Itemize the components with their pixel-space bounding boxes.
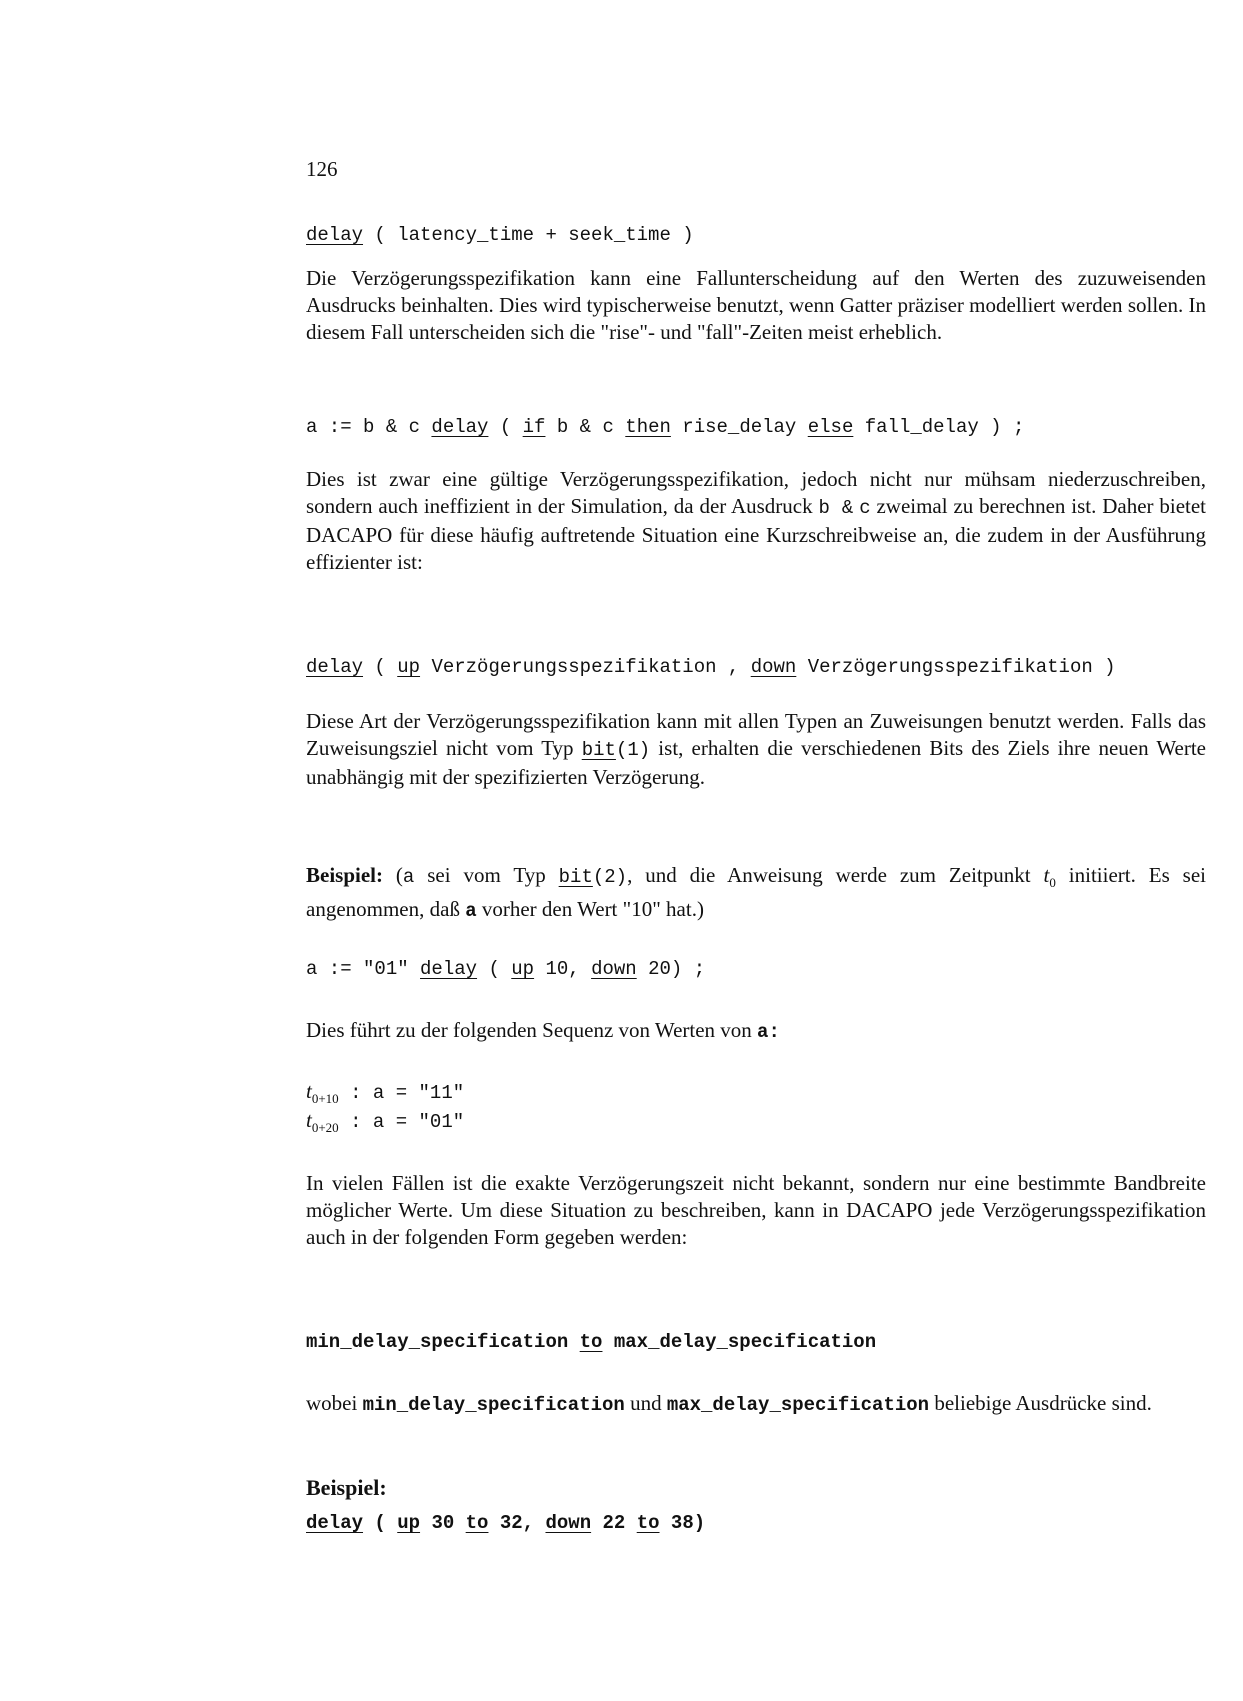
- code-line-min-to-max: [306, 1329, 876, 1355]
- text-run: Dies ist zwar eine gültige Verzögerungsspezifikation, jedoch nicht nur mühsam niederzuschreiben, sondern auch ineffizient in der Simulation, da der Ausdruck: [306, 467, 1206, 518]
- code-text: b & c: [545, 416, 626, 438]
- type-bit: bit: [581, 739, 616, 761]
- keyword-delay: delay: [306, 656, 364, 678]
- code-line-if-then-else: [306, 414, 1024, 440]
- code-text: 32,: [488, 1512, 546, 1534]
- code-text: (: [477, 958, 512, 980]
- code-text: min_delay_specification: [306, 1331, 580, 1353]
- keyword-down: down: [545, 1512, 592, 1534]
- code-text: (: [363, 1512, 398, 1534]
- time-subscript: 0+20: [311, 1119, 339, 1135]
- code-text: Verzögerungsspezifikation ): [796, 656, 1116, 678]
- code-text: a := b & c: [306, 416, 432, 438]
- text-run: initiiert. Es sei angenommen, daß: [306, 863, 1207, 922]
- keyword-up: up: [511, 958, 535, 980]
- keyword-to: to: [579, 1331, 603, 1353]
- page-number: 126: [306, 157, 338, 181]
- code-line-delay-latency: [306, 222, 694, 248]
- assignment: a = "01": [372, 1111, 465, 1133]
- code-b-and: b &: [818, 497, 854, 519]
- code-text: 22: [591, 1512, 637, 1534]
- code-text: a := "01": [306, 958, 421, 980]
- keyword-delay: delay: [431, 416, 489, 438]
- separator: :: [338, 1111, 373, 1133]
- time-base: t: [306, 1079, 312, 1103]
- keyword-down: down: [591, 958, 637, 980]
- code-text: 38): [659, 1512, 706, 1534]
- paragraph-sequence-intro: [306, 1017, 1206, 1046]
- code-text: ( latency_time + seek_time ): [363, 224, 694, 246]
- type-bit-arg: (2): [592, 866, 628, 888]
- paragraph-min-max-explanation: [306, 1390, 1206, 1419]
- text-run: Diese Art der Verzögerungsspezifikation kann mit allen Typen an Zuweisungen benutzt werden. Falls das Zuweisungsziel nicht vom Typ: [306, 709, 1206, 760]
- keyword-up: up: [397, 1512, 421, 1534]
- keyword-delay: delay: [420, 958, 478, 980]
- code-text: 10,: [534, 958, 592, 980]
- example-label-2: Beispiel:: [306, 1475, 387, 1500]
- text-run: ist, erhalten die verschiedenen Bits des Ziels ihre neuen Werte unabhängig mit der spezifizierten Verzögerung.: [306, 736, 1206, 789]
- paragraph-delay-case-distinction: Die Verzögerungsspezifikation kann eine Fallunterscheidung auf den Werten des zuzuweisenden Ausdrucks beinhalten. Dies wird typischerweise benutzt, wenn Gatter präziser modelliert werden sollen. In diesem Fall unterscheiden sich die "rise"- und "fall"-Zeiten meist erheblich.: [306, 266, 1206, 344]
- paragraph-min-max-intro: In vielen Fällen ist die exakte Verzögerungszeit nicht bekannt, sondern nur eine bestimmte Bandbreite möglicher Werte. Um diese Situation zu beschreiben, kann in DACAPO jede Verzögerungsspezifikation auch in der folgenden Form gegeben werden:: [306, 1171, 1206, 1249]
- code-text: (: [488, 416, 523, 438]
- code-text: Verzögerungsspezifikation ,: [420, 656, 751, 678]
- code-c: c: [859, 497, 871, 519]
- code-line-example-assign: [306, 956, 705, 982]
- assignment: a = "11": [372, 1082, 465, 1104]
- code-line-up-down: [306, 654, 1116, 680]
- text-run: zweimal zu berechnen ist. Daher bietet DACAPO für diese häufig auftretende Situation eine Kurzschreibweise an, die zudem in der Ausführung effizienter ist:: [306, 494, 1207, 574]
- keyword-delay: delay: [306, 224, 364, 246]
- code-a: a:: [757, 1021, 780, 1043]
- sequence-line-2: [306, 1107, 464, 1141]
- type-bit: bit: [558, 866, 593, 888]
- code-a: a: [402, 866, 415, 888]
- example-label: Beispiel:: [306, 863, 383, 887]
- time-subscript: 0+10: [311, 1090, 339, 1106]
- paragraph-shorthand-intro: [306, 466, 1206, 576]
- text-run: beliebige Ausdrücke sind.: [929, 1391, 1152, 1415]
- code-text: 30: [420, 1512, 466, 1534]
- code-text: (: [363, 656, 398, 678]
- code-text: fall_delay ) ;: [853, 416, 1025, 438]
- code-min-delay: min_delay_specification: [362, 1394, 625, 1416]
- paragraph-assignment-types: [306, 708, 1206, 791]
- code-text: max_delay_specification: [602, 1331, 877, 1353]
- keyword-then: then: [625, 416, 671, 438]
- code-text: rise_delay: [670, 416, 808, 438]
- text-run: sei vom Typ: [414, 863, 559, 887]
- keyword-down: down: [750, 656, 797, 678]
- time-subscript: 0: [1049, 875, 1056, 891]
- keyword-up: up: [397, 656, 421, 678]
- type-bit-arg: (1): [615, 739, 651, 761]
- code-a: a: [465, 900, 477, 923]
- keyword-delay: delay: [306, 1512, 364, 1534]
- code-text: 20) ;: [636, 958, 706, 980]
- keyword-to: to: [636, 1512, 660, 1534]
- text-run: und: [624, 1391, 667, 1415]
- code-line-example-range: [306, 1510, 705, 1536]
- text-run: wobei: [306, 1391, 363, 1415]
- example-paragraph-1: [306, 862, 1206, 925]
- time-base: t: [306, 1108, 312, 1132]
- keyword-if: if: [522, 416, 546, 438]
- text-run: , und die Anweisung werde zum Zeitpunkt: [627, 863, 1044, 887]
- time-base: t: [1043, 863, 1050, 887]
- code-max-delay: max_delay_specification: [666, 1394, 930, 1416]
- text-run: (: [383, 863, 403, 887]
- keyword-else: else: [807, 416, 854, 438]
- text-run: Dies führt zu der folgenden Sequenz von Werten von: [306, 1018, 758, 1042]
- keyword-to: to: [465, 1512, 489, 1534]
- separator: :: [338, 1082, 373, 1104]
- text-run: vorher den Wert "10" hat.): [476, 897, 704, 922]
